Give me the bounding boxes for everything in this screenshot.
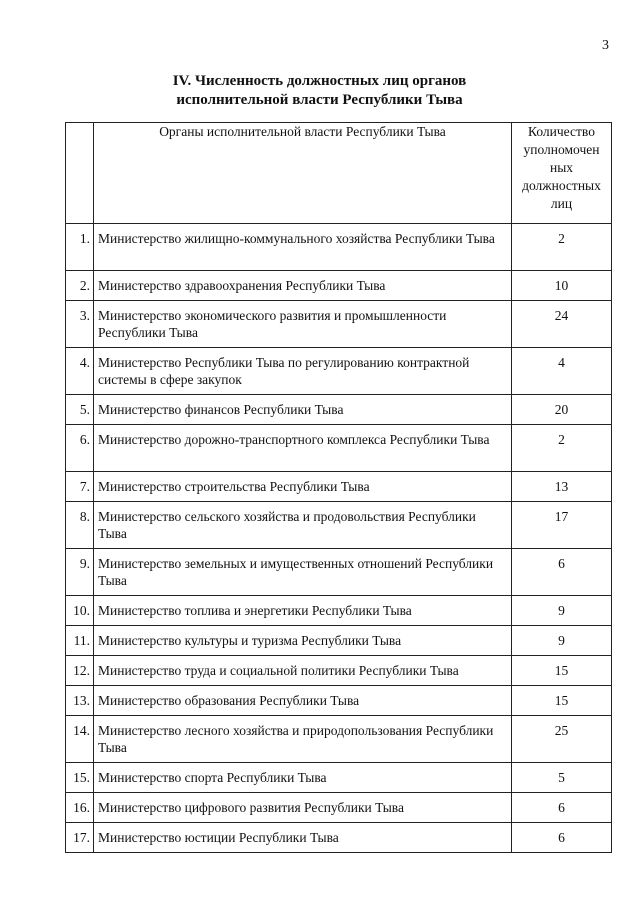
- row-organ: Министерство сельского хозяйства и продовольствия Республики Тыва: [94, 502, 512, 549]
- row-quantity: 9: [512, 596, 612, 626]
- table-row: [66, 656, 612, 686]
- row-quantity: 2: [512, 224, 612, 271]
- row-number: 16.: [66, 793, 94, 823]
- row-quantity: 20: [512, 395, 612, 425]
- row-number: 4.: [66, 348, 94, 395]
- table-row: [66, 626, 612, 656]
- page-number: 3: [602, 38, 609, 53]
- row-number: 12.: [66, 656, 94, 686]
- table-row: [66, 224, 612, 271]
- header-organ: Органы исполнительной власти Республики Тыва: [94, 123, 512, 224]
- row-number: 11.: [66, 626, 94, 656]
- section-title: [0, 72, 639, 110]
- table-row: [66, 395, 612, 425]
- row-organ: Министерство спорта Республики Тыва: [94, 763, 512, 793]
- row-quantity: 24: [512, 301, 612, 348]
- row-quantity: 5: [512, 763, 612, 793]
- row-quantity: 6: [512, 549, 612, 596]
- row-organ: Министерство строительства Республики Тыва: [94, 472, 512, 502]
- officials-table: [65, 122, 612, 853]
- header-number: [66, 123, 94, 224]
- row-number: 10.: [66, 596, 94, 626]
- row-quantity: 6: [512, 793, 612, 823]
- row-number: 17.: [66, 823, 94, 853]
- row-quantity: 6: [512, 823, 612, 853]
- row-number: 5.: [66, 395, 94, 425]
- row-number: 3.: [66, 301, 94, 348]
- row-number: 2.: [66, 271, 94, 301]
- row-quantity: 9: [512, 626, 612, 656]
- row-number: 8.: [66, 502, 94, 549]
- row-quantity: 4: [512, 348, 612, 395]
- row-quantity: 13: [512, 472, 612, 502]
- row-organ: Министерство дорожно-транспортного комплекса Республики Тыва: [94, 425, 512, 472]
- row-quantity: 25: [512, 716, 612, 763]
- row-quantity: 15: [512, 656, 612, 686]
- table-row: [66, 793, 612, 823]
- row-organ: Министерство цифрового развития Республики Тыва: [94, 793, 512, 823]
- row-organ: Министерство юстиции Республики Тыва: [94, 823, 512, 853]
- table-row: [66, 271, 612, 301]
- row-quantity: 15: [512, 686, 612, 716]
- row-organ: Министерство здравоохранения Республики Тыва: [94, 271, 512, 301]
- table-row: [66, 502, 612, 549]
- table-row: [66, 425, 612, 472]
- table-row: [66, 686, 612, 716]
- table-header-row: [66, 123, 612, 224]
- table-row: [66, 472, 612, 502]
- table-row: [66, 763, 612, 793]
- table-row: [66, 596, 612, 626]
- row-quantity: 2: [512, 425, 612, 472]
- row-organ: Министерство жилищно-коммунального хозяйства Республики Тыва: [94, 224, 512, 271]
- row-organ: Министерство финансов Республики Тыва: [94, 395, 512, 425]
- row-organ: Министерство Республики Тыва по регулированию контрактной системы в сфере закупок: [94, 348, 512, 395]
- row-number: 15.: [66, 763, 94, 793]
- row-number: 13.: [66, 686, 94, 716]
- row-number: 6.: [66, 425, 94, 472]
- table-row: [66, 716, 612, 763]
- row-organ: Министерство топлива и энергетики Республики Тыва: [94, 596, 512, 626]
- section-title-line-2: исполнительной власти Республики Тыва: [176, 92, 463, 108]
- row-quantity: 17: [512, 502, 612, 549]
- row-organ: Министерство экономического развития и промышленности Республики Тыва: [94, 301, 512, 348]
- header-quantity: Количество уполномочен ных должностных лиц: [512, 123, 612, 224]
- row-organ: Министерство культуры и туризма Республики Тыва: [94, 626, 512, 656]
- table-row: [66, 348, 612, 395]
- row-organ: Министерство труда и социальной политики Республики Тыва: [94, 656, 512, 686]
- row-organ: Министерство земельных и имущественных отношений Республики Тыва: [94, 549, 512, 596]
- row-number: 1.: [66, 224, 94, 271]
- row-number: 14.: [66, 716, 94, 763]
- row-quantity: 10: [512, 271, 612, 301]
- table-row: [66, 823, 612, 853]
- table-row: [66, 549, 612, 596]
- row-number: 7.: [66, 472, 94, 502]
- row-number: 9.: [66, 549, 94, 596]
- row-organ: Министерство лесного хозяйства и природопользования Республики Тыва: [94, 716, 512, 763]
- table-row: [66, 301, 612, 348]
- row-organ: Министерство образования Республики Тыва: [94, 686, 512, 716]
- section-title-line-1: IV. Численность должностных лиц органов: [172, 73, 467, 89]
